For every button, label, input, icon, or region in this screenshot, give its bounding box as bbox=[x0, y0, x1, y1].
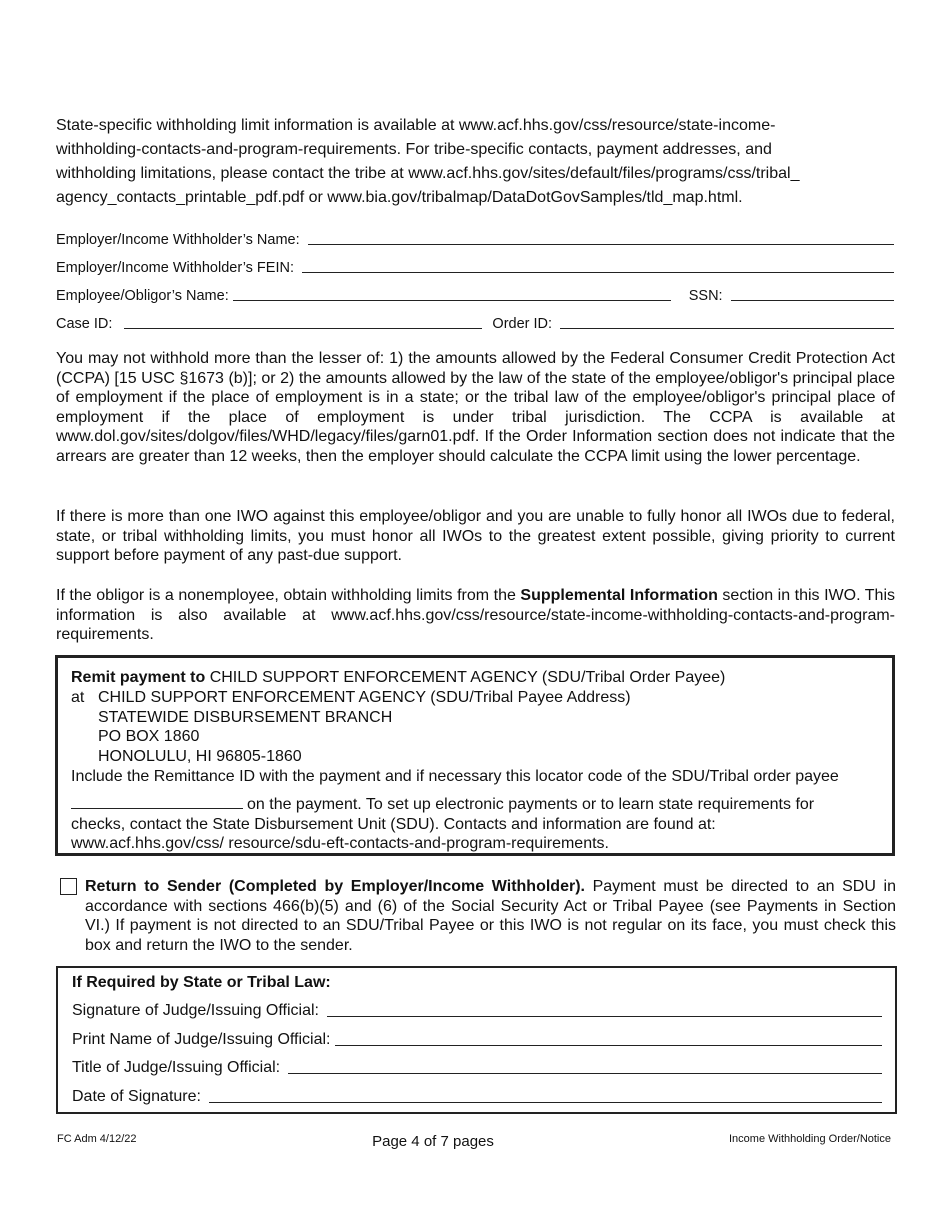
remit-payment-line bbox=[71, 794, 881, 815]
form-title: Income Withholding Order/Notice bbox=[728, 1133, 891, 1145]
state-tribal-law-box bbox=[56, 966, 897, 1114]
intro-line: withholding-contacts-and-program-requirements. For tribe-specific contacts, payment addresses, and bbox=[56, 141, 772, 158]
remit-address-2: STATEWIDE DISBURSEMENT BRANCH bbox=[98, 708, 393, 726]
remit-include-line: Include the Remittance ID with the payment and if necessary this locator code of the SDU/Tribal order payee bbox=[71, 767, 839, 785]
nonemployee-text: section in this IWO. This information is also available at www.acf.hhs.gov/css/resource/state-income-withholding-contacts-and-program-requirements. bbox=[56, 587, 896, 644]
order-id-label: Order ID: bbox=[492, 316, 553, 332]
supplemental-information-term: Supplemental Information bbox=[520, 587, 718, 604]
case-id-field[interactable] bbox=[124, 314, 482, 329]
employee-name-field[interactable] bbox=[233, 286, 671, 301]
employer-name-label: Employer/Income Withholder’s Name: bbox=[56, 232, 300, 248]
return-to-sender-title: Return to Sender (Completed by Employer/Income Withholder). bbox=[85, 878, 585, 895]
date-field[interactable] bbox=[209, 1088, 882, 1103]
intro-line: agency_contacts_printable_pdf.pdf or www.bia.gov/tribalmap/DataDotGovSamples/tld_map.html. bbox=[56, 189, 743, 206]
multiple-iwo-paragraph: If there is more than one IWO against this employee/obligor and you are unable to fully honor all IWOs due to federal, state, or tribal withholding limits, you must honor all IWOs to the greatest extent possible, giving priority to current support before payment of any past-due support. bbox=[56, 508, 895, 565]
employer-name-row bbox=[56, 228, 894, 248]
remit-address-4: HONOLULU, HI 96805-1860 bbox=[98, 748, 302, 766]
official-title-label: Title of Judge/Issuing Official: bbox=[72, 1059, 281, 1076]
official-title-row bbox=[72, 1057, 882, 1077]
return-to-sender-text bbox=[85, 877, 896, 955]
ssn-label: SSN: bbox=[688, 288, 723, 304]
employee-row bbox=[56, 284, 894, 304]
official-title-field[interactable] bbox=[288, 1059, 882, 1074]
remit-payee-line bbox=[71, 668, 881, 688]
order-id-field[interactable] bbox=[560, 314, 894, 329]
case-order-row bbox=[56, 312, 894, 332]
intro-line: State-specific withholding limit information is available at www.acf.hhs.gov/css/resource/state-income- bbox=[56, 117, 776, 134]
return-to-sender-checkbox[interactable] bbox=[60, 878, 77, 895]
law-box-title: If Required by State or Tribal Law: bbox=[72, 974, 331, 991]
ssn-field[interactable] bbox=[731, 286, 894, 301]
remit-checks-line: checks, contact the State Disbursement Unit (SDU). Contacts and information are found at: bbox=[71, 815, 716, 833]
employer-fein-field[interactable] bbox=[302, 258, 894, 273]
print-name-row bbox=[72, 1029, 882, 1049]
remit-address-3: PO BOX 1860 bbox=[98, 728, 200, 746]
remit-url-line: www.acf.hhs.gov/css/ resource/sdu-eft-contacts-and-program-requirements. bbox=[71, 835, 609, 853]
signature-field[interactable] bbox=[327, 1002, 882, 1017]
signature-row bbox=[72, 1000, 882, 1020]
employee-name-label: Employee/Obligor’s Name: bbox=[56, 288, 229, 304]
remit-at-label: at bbox=[71, 688, 85, 706]
return-to-sender-body: Payment must be directed to an SDU in accordance with sections 466(b)(5) and (6) of the Social Security Act or Tribal Payee (see Payments in Section VI.) If payment is not directed to an SDU/Tribal Payee or this IWO is not regular on its face, you must check this box and return the IWO to the sender. bbox=[85, 878, 896, 954]
remit-payment-box bbox=[55, 655, 895, 856]
date-row bbox=[72, 1086, 882, 1106]
employer-fein-row bbox=[56, 256, 894, 276]
case-id-label: Case ID: bbox=[56, 316, 113, 332]
employer-fein-label: Employer/Income Withholder’s FEIN: bbox=[56, 260, 294, 276]
remit-payee: CHILD SUPPORT ENFORCEMENT AGENCY (SDU/Tribal Order Payee) bbox=[205, 669, 726, 686]
page-number: Page 4 of 7 pages bbox=[372, 1133, 494, 1150]
print-name-field[interactable] bbox=[335, 1031, 883, 1046]
nonemployee-paragraph bbox=[56, 586, 895, 645]
locator-code-field[interactable] bbox=[71, 794, 243, 809]
remit-payment-text: on the payment. To set up electronic payments or to learn state requirements for bbox=[247, 795, 815, 813]
date-label: Date of Signature: bbox=[72, 1088, 201, 1105]
employer-name-field[interactable] bbox=[308, 230, 894, 245]
remit-to-label: Remit payment to bbox=[71, 669, 206, 686]
return-to-sender-section bbox=[58, 877, 896, 955]
print-name-label: Print Name of Judge/Issuing Official: bbox=[72, 1031, 331, 1048]
signature-label: Signature of Judge/Issuing Official: bbox=[72, 1002, 319, 1019]
ccpa-paragraph: You may not withhold more than the lesser of: 1) the amounts allowed by the Federal Consumer Credit Protection Act (CCPA) [15 USC §1673 (b)]; or 2) the amounts allowed by the law of the state of the employee/obligor's principal place of employment if the place of employment is in a state; or the tribal law of the employee/obligor's principal place of employment if the place of employment is under tribal jurisdiction. The CCPA is available at www.dol.gov/sites/dolgov/files/WHD/legacy/files/garn01.pdf. If the Order Information section does not indicate that the arrears are greater than 12 weeks, then the employer should calculate the CCPA limit using the lower percentage. bbox=[56, 350, 895, 465]
intro-line: withholding limitations, please contact the tribe at www.acf.hhs.gov/sites/default/files/programs/css/tribal_ bbox=[56, 165, 800, 182]
nonemployee-text: If the obligor is a nonemployee, obtain withholding limits from the bbox=[56, 587, 521, 604]
form-number: FC Adm 4/12/22 bbox=[57, 1133, 137, 1145]
remit-address-line bbox=[71, 688, 881, 708]
remit-address-1: CHILD SUPPORT ENFORCEMENT AGENCY (SDU/Tribal Payee Address) bbox=[98, 688, 631, 706]
intro-paragraph bbox=[56, 114, 896, 210]
